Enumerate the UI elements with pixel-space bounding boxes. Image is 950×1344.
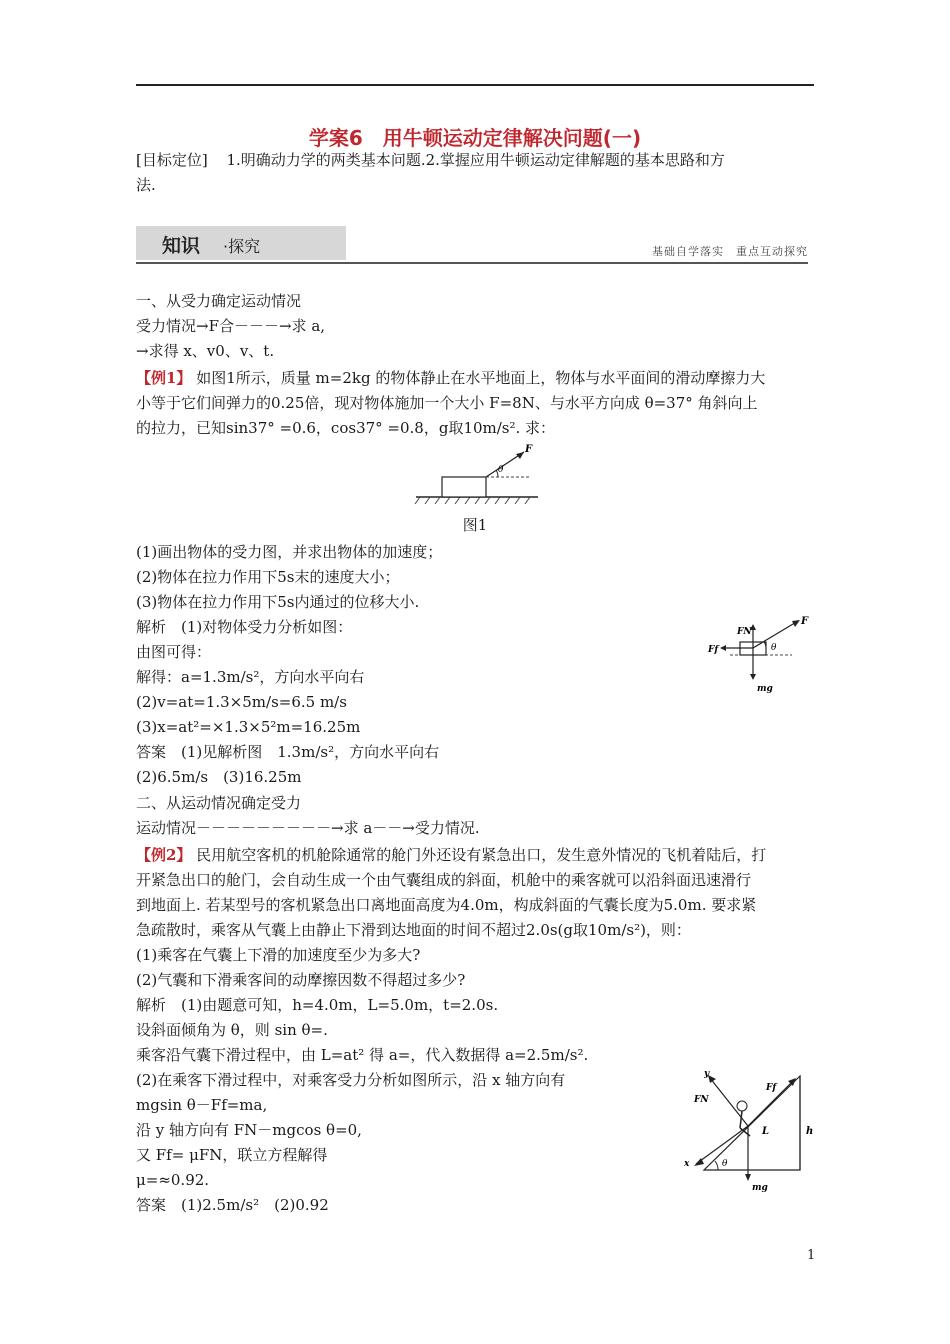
normal-force-label-2: FN: [694, 1095, 709, 1105]
example2-tag: 【例2】: [136, 846, 192, 864]
force-arrowhead: [516, 452, 524, 459]
header-rule: [136, 84, 814, 86]
incline-triangle: [704, 1076, 800, 1170]
example2-answer-1: 答案 (1)2.5m/s² (2)0.92: [136, 1196, 329, 1214]
example1-question-2: (2)物体在拉力作用下5s末的速度大小；: [136, 568, 400, 586]
example2-question-1: (1)乘客在气囊上下滑的加速度至少为多大?: [136, 946, 421, 964]
example1-line-3: 的拉力，已知sin37° =0.6，cos37° =0.8，g取10m/s². 求：: [136, 419, 556, 437]
example2-solution-6: 沿 y 轴方向有 FN－mgcos θ=0,: [136, 1121, 362, 1139]
example2-solution-4: (2)在乘客下滑过程中，对乘客受力分析如图所示，沿 x 轴方向有: [136, 1071, 566, 1089]
example1-line-2: 小等于它们间弹力的0.25倍，现对物体施加一个大小 F=8N、与水平方向成 θ=37° 角斜向上: [136, 394, 758, 412]
figure-1-caption: 图1: [462, 516, 488, 534]
banner-title: 知识: [162, 235, 201, 257]
normal-force-label: FN: [737, 627, 752, 637]
inclined-slide-diagram: [676, 1060, 828, 1198]
page-number: 1: [807, 1248, 816, 1263]
objective-line-1: [136, 150, 725, 170]
pull-force-label: F: [801, 616, 809, 627]
gravity-arrowhead: [750, 674, 756, 680]
example1-solution-2: 由图可得：: [136, 643, 212, 661]
example1-text-1: 如图1所示，质量 m=2kg 的物体静止在水平地面上，物体与水平面间的滑动摩擦力大: [196, 369, 766, 387]
example1-question-3: (3)物体在拉力作用下5s内通过的位移大小.: [136, 593, 420, 611]
banner-rule: [136, 262, 808, 264]
page-title: 学案6 用牛顿运动定律解决问题(一): [308, 126, 642, 150]
incline-angle-arc: [715, 1161, 718, 1170]
friction-force-label: Ff: [766, 1083, 777, 1093]
x-axis-label: x: [684, 1159, 690, 1169]
section1-flow-2: →求得 x、v0、v、t.: [136, 342, 275, 360]
example2-question-2: (2)气囊和下滑乘客间的动摩擦因数不得超过多少?: [136, 971, 466, 989]
friction-label: Ff: [708, 645, 719, 655]
y-axis-arrow: [710, 1078, 748, 1126]
y-axis-label: y: [704, 1069, 710, 1079]
gravity-force-label: mg: [752, 1183, 768, 1193]
example1-tag: 【例1】: [136, 369, 192, 387]
example2-solution-7: 又 Ff= μFN，联立方程解得: [136, 1146, 328, 1164]
passenger-head: [737, 1101, 747, 1111]
passenger-body: [740, 1111, 742, 1128]
block: [442, 477, 486, 497]
banner-tagline: 基础自学落实 重点互动探究: [652, 245, 808, 258]
figure-1-diagram: [412, 440, 542, 508]
example2-solution-8: μ=≈0.92.: [136, 1171, 210, 1189]
example1-solution-3: 解得：a=1.3m/s²，方向水平向右: [136, 668, 365, 686]
example1-answer-2: (2)6.5m/s (3)16.25m: [136, 768, 302, 786]
ground-hatch: [415, 497, 530, 504]
example2-solution-2: 设斜面倾角为 θ，则 sin θ=.: [136, 1021, 328, 1039]
free-body-diagram-1: [700, 612, 820, 698]
example1-solution-5: (3)x=at²=×1.3×5²m=16.25m: [136, 718, 361, 736]
friction-arrowhead: [720, 645, 726, 651]
example2-line-4: 急疏散时，乘客从气囊上由静止下滑到达地面的时间不超过2.0s(g取10m/s²)，则：: [136, 921, 691, 939]
example2-text-1: 民用航空客机的机舱除通常的舱门外还设有紧急出口，发生意外情况的飞机着陆后，打: [196, 846, 767, 864]
length-label: L: [762, 1126, 770, 1137]
example1-line-1: [136, 368, 765, 388]
example2-solution-1: 解析 (1)由题意可知，h=4.0m，L=5.0m，t=2.0s.: [136, 996, 499, 1014]
objective-line-2: 法.: [136, 176, 156, 194]
section2-heading: 二、从运动情况确定受力: [136, 794, 302, 812]
section-banner: [136, 226, 808, 264]
objective-text: 1.明确动力学的两类基本问题.2.掌握应用牛顿运动定律解题的基本思路和方: [226, 151, 725, 169]
example2-line-3: 到地面上. 若某型号的客机紧急出口离地面高度为4.0m，构成斜面的气囊长度为5.0m. 要求紧: [136, 896, 757, 914]
banner-subtitle: ·探究: [223, 237, 261, 256]
example2-line-2: 开紧急出口的舱门，会自动生成一个由气囊组成的斜面，机舱中的乘客就可以沿斜面迅速滑行: [136, 871, 752, 889]
example1-solution-1: 解析 (1)对物体受力分析如图：: [136, 618, 353, 636]
force-label: F: [525, 444, 533, 455]
example2-solution-5: mgsin θ－Ff=ma,: [136, 1096, 268, 1114]
objective-label: [目标定位]: [136, 151, 208, 169]
height-label: h: [806, 1126, 814, 1137]
section1-heading: 一、从受力确定运动情况: [136, 292, 302, 310]
gravity-label: mg: [757, 684, 773, 694]
example1-solution-4: (2)v=at=1.3×5m/s=6.5 m/s: [136, 693, 347, 711]
gravity-force-arrowhead: [745, 1174, 751, 1181]
angle-label: θ: [498, 465, 504, 475]
example1-question-1: (1)画出物体的受力图，并求出物体的加速度；: [136, 543, 443, 561]
section2-flow: 运动情况－－－－－－－－－→求 a－－→受力情况.: [136, 819, 480, 837]
example2-solution-3: 乘客沿气囊下滑过程中，由 L=at² 得 a=，代入数据得 a=2.5m/s².: [136, 1046, 589, 1064]
example1-answer-1: 答案 (1)见解析图 1.3m/s²，方向水平向右: [136, 743, 440, 761]
example2-line-1: [136, 845, 766, 865]
fbd-angle-label: θ: [771, 643, 777, 653]
incline-angle-label: θ: [722, 1159, 728, 1169]
section1-flow-1: 受力情况→F合－－－→求 a,: [136, 317, 326, 335]
